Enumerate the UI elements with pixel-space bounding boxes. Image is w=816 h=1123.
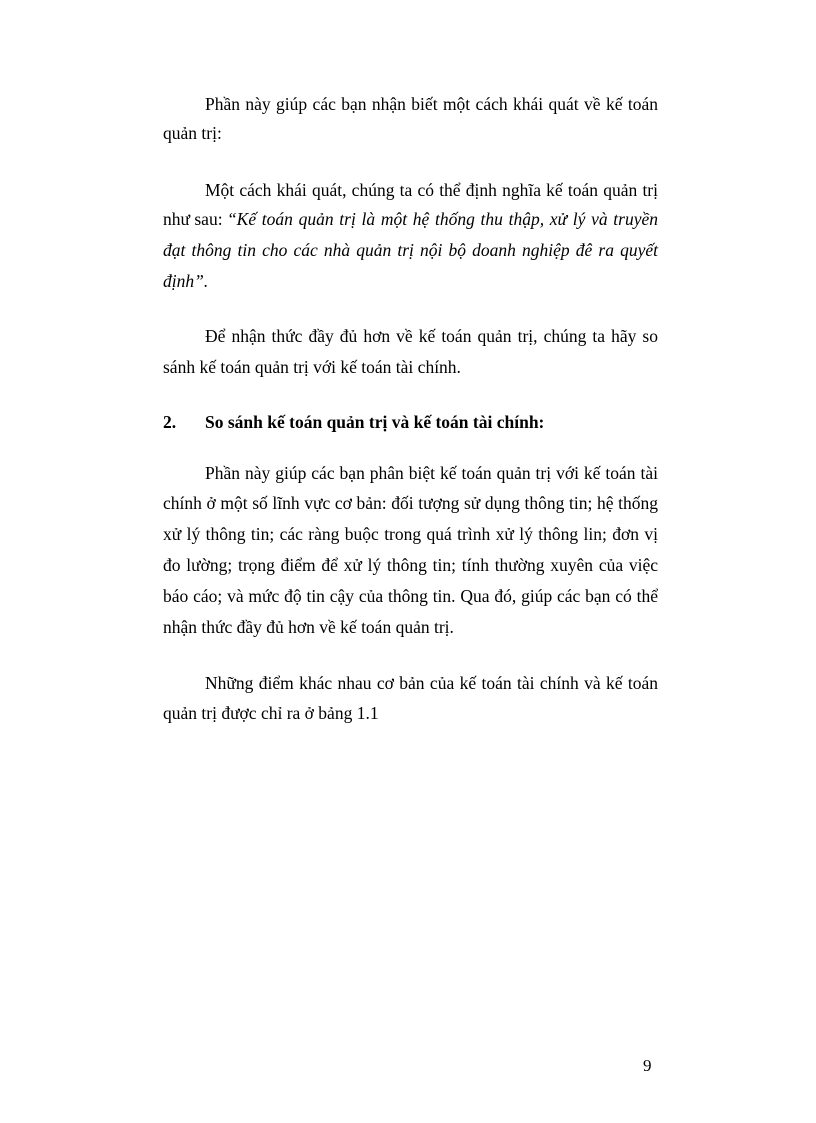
paragraph-line: quản trị được chỉ ra ở bảng 1.1 bbox=[163, 703, 379, 723]
quote-line: định”. bbox=[163, 271, 209, 291]
paragraph-line: Phần này giúp các bạn phân biệt kế toán quản trị với kế toán tài bbox=[205, 463, 658, 483]
paragraph-line bbox=[163, 208, 658, 230]
section-number: 2. bbox=[163, 412, 177, 432]
quote-line: đạt thông tin cho các nhà quản trị nội bộ doanh nghiệp đê ra quyết bbox=[163, 240, 658, 260]
paragraph-line: xử lý thông tin; các ràng buộc trong quá trình xử lý thông lin; đơn vị bbox=[163, 524, 658, 544]
paragraph-line: Phần này giúp các bạn nhận biết một cách khái quát về kế toán bbox=[205, 94, 658, 114]
section-heading bbox=[163, 411, 658, 433]
paragraph-line: nhận thức đầy đủ hơn về kế toán quản trị. bbox=[163, 617, 454, 637]
paragraph-line: chính ở một số lĩnh vực cơ bản: đối tượng sử dụng thông tin; hệ thống bbox=[163, 493, 658, 513]
paragraph-line: đo lường; trọng điểm để xử lý thông tin; tính thường xuyên của việc bbox=[163, 555, 658, 575]
text-span: như sau: bbox=[163, 209, 227, 229]
paragraph-line: Một cách khái quát, chúng ta có thể định nghĩa kế toán quản trị bbox=[205, 180, 658, 200]
paragraph-line: Để nhận thức đầy đủ hơn về kế toán quản trị, chúng ta hãy so bbox=[205, 326, 658, 346]
paragraph-line: báo cáo; và mức độ tin cậy của thông tin. Qua đó, giúp các bạn có thể bbox=[163, 586, 658, 606]
paragraph-line: quản trị: bbox=[163, 123, 222, 143]
paragraph-line: sánh kế toán quản trị với kế toán tài chính. bbox=[163, 357, 461, 377]
paragraph-line: Những điểm khác nhau cơ bản của kế toán tài chính và kế toán bbox=[205, 673, 658, 693]
page-number: 9 bbox=[643, 1056, 652, 1075]
section-title: So sánh kế toán quản trị và kế toán tài chính: bbox=[205, 412, 545, 432]
quote-text: “Kế toán quản trị là một hệ thống thu thập, xử lý và truyền bbox=[226, 209, 658, 229]
